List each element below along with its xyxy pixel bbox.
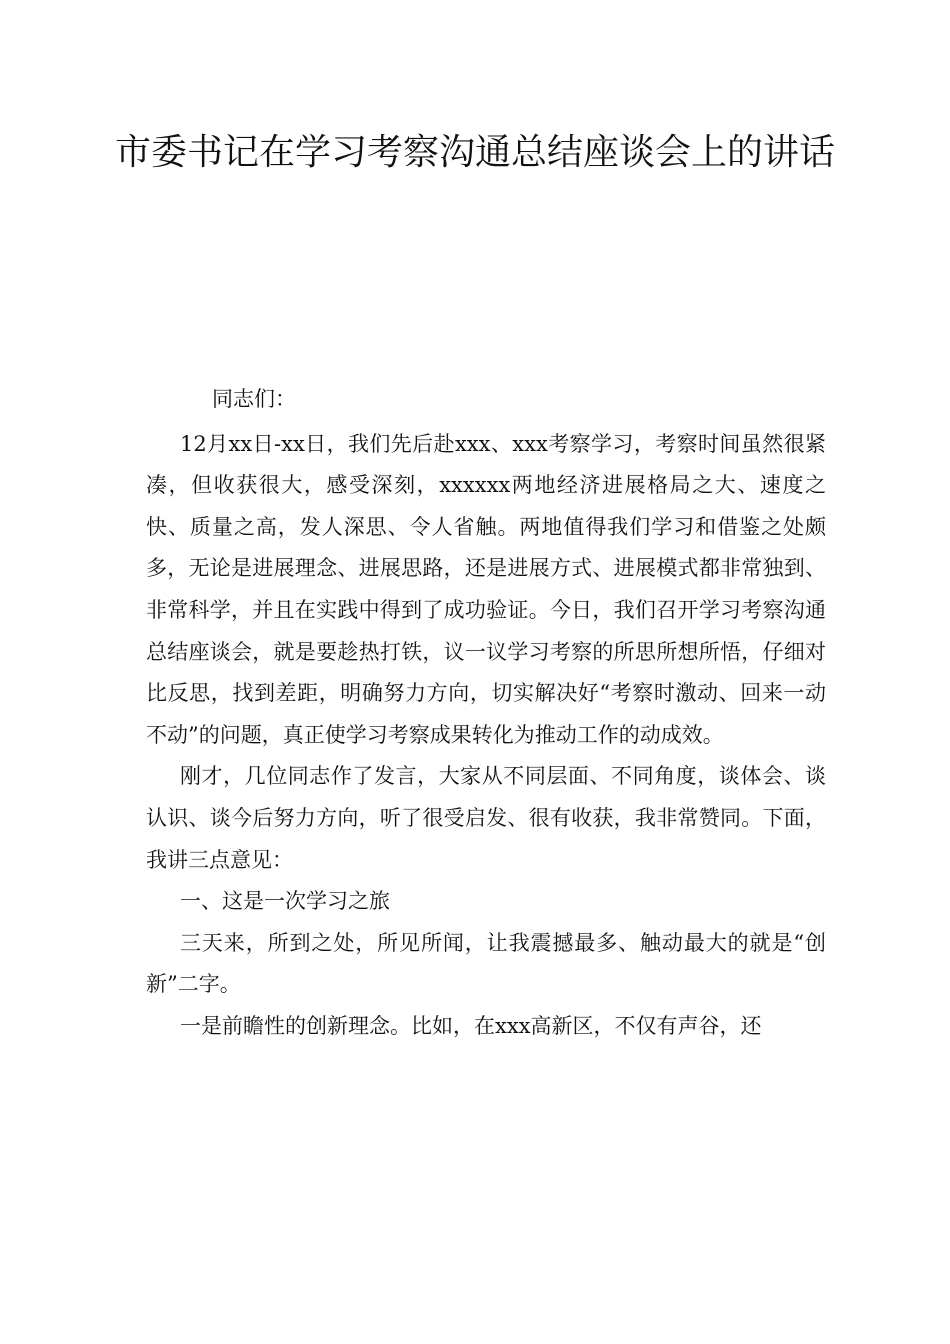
document-body [146, 379, 826, 1048]
document-title: 市委书记在学习考察沟通总结座谈会上的讲话 [114, 132, 835, 173]
body-paragraph: 一是前瞻性的创新理念。比如，在xxx高新区，不仅有声谷，还 [180, 1013, 762, 1038]
body-paragraph: 三天来，所到之处，所见所闻，让我震撼最多、触动最大的就是“创新”二字。 [146, 930, 826, 997]
section-heading: 一、这是一次学习之旅 [180, 889, 390, 914]
body-paragraph: 12月xx日-xx日，我们先后赴xxx、xxx考察学习，考察时间虽然很紧凑，但收获很大，感受深刻，xxxxxx两地经济进展格局之大、速度之快、质量之高，发人深思、令人省触。两地值得我们学习和借鉴之处颇多，无论是进展理念、进展思路，还是进展方式、进展模式都非常独到、非常科学，并且在实践中得到了成功验证。今日，我们召开学习考察沟通总结座谈会，就是要趁热打铁，议一议学习考察的所思所想所悟，仔细对比反思，找到差距，明确努力方向，切实解决好“考察时激动、回来一动不动”的问题，真正使学习考察成果转化为推动工作的动成效。 [146, 431, 826, 747]
salutation-paragraph: 同志们： [212, 387, 296, 411]
body-paragraph: 刚才，几位同志作了发言，大家从不同层面、不同角度，谈体会、谈认识、谈今后努力方向，听了很受启发、很有收获，我非常赞同。下面，我讲三点意见： [146, 764, 826, 872]
